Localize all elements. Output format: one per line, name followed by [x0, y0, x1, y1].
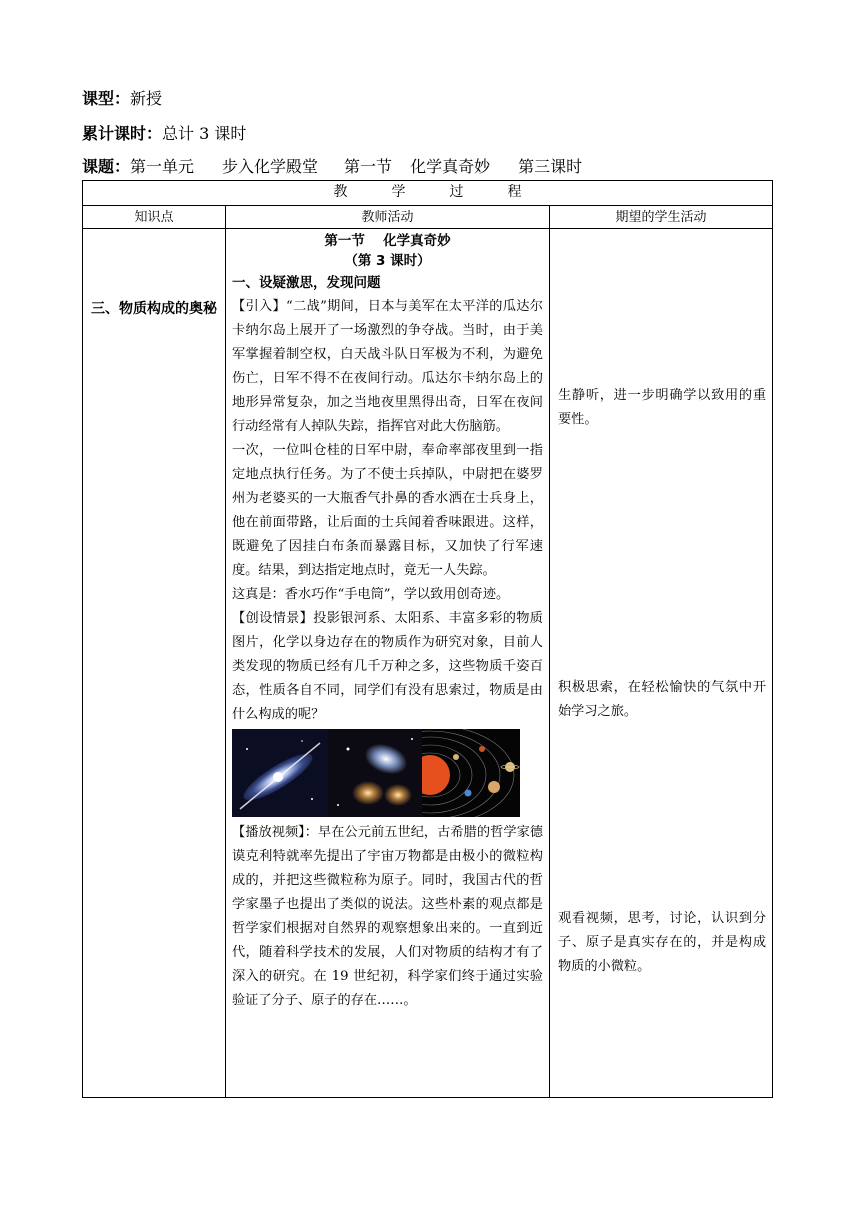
student-activity [550, 229, 773, 1098]
topic-section: 第一节 [344, 157, 393, 176]
lesson-topic-label: 课题： [82, 157, 131, 176]
video-paragraph: 【播放视频】：早在公元前五世纪，古希腊的哲学家德谟克利特就率先提出了宇宙万物都是由极小的微粒构成的，并把这些微粒称为原子。同时，我国古代的哲学家墨子也提出了类似的说法。这些朴素的观点都是哲学家们根据对自然界的观察想象出来的。一直到近代，随着科学技术的发展，人们对物质的结构才有了深入的研究。在 19 世纪初，科学家们终于通过实验验证了分子、原子的存在……。 [232, 825, 543, 1008]
table-title-char: 学 [391, 184, 406, 200]
teacher-activity [226, 229, 550, 1098]
scene-paragraph: 【创设情景】投影银河系、太阳系、丰富多彩的物质图片，化学以身边存在的物质作为研究对象，目前人类发现的物质已经有几千万种之多，这些物质千姿百态，性质各自不同，同学们有没有思索过，物质是由什么构成的呢？ [232, 611, 543, 722]
teaching-process-table [82, 180, 773, 1098]
story-paragraph: 一次，一位叫仓桂的日军中尉，奉命率部夜里到一指定地点执行任务。为了不使士兵掉队，中尉把在婆罗州为老婆买的一大瓶香气扑鼻的香水洒在士兵身上，他在前面带路，让后面的士兵闻着香味跟进。这样，既避免了因挂白布条而暴露目标，又加快了行军速度。结果，到达指定地点时，竟无一人失踪。 [232, 443, 543, 578]
table-title [83, 181, 773, 206]
table-title-char: 程 [507, 184, 522, 200]
lesson-hours-label: 累计课时： [82, 124, 163, 143]
moral-paragraph: 这真是：香水巧作“手电筒”，学以致用创奇迹。 [232, 587, 510, 602]
image-strip [232, 729, 543, 817]
lesson-hours-value: 总计 3 课时 [162, 124, 247, 143]
table-title-char: 过 [449, 184, 464, 200]
student-activity-1: 生静听，进一步明确学以致用的重要性。 [558, 388, 767, 427]
solar-system-image [422, 729, 520, 817]
lesson-hours [82, 121, 246, 144]
header-student: 期望的学生活动 [550, 206, 773, 229]
topic-lesson: 第三课时 [518, 157, 583, 176]
student-activity-2: 积极思索，在轻松愉快的气氛中开始学习之旅。 [558, 680, 767, 719]
intro-paragraph: 【引入】“二战”期间，日本与美军在太平洋的瓜达尔卡纳尔岛上展开了一场激烈的争夺战。当时，由于美军掌握着制空权，白天战斗队日军极为不利，为避免伤亡，日军不得不在夜间行动。瓜达尔卡纳尔岛上的地形异常复杂，加之当地夜里黑得出奇，日军在夜间行动经常有人掉队失踪，指挥官对此大伤脑筋。 [232, 299, 543, 434]
heading-question: 一、设疑激思，发现问题 [232, 275, 381, 291]
topic-unit: 第一单元 [130, 157, 195, 176]
lesson-type-label: 课型： [82, 89, 131, 108]
knowledge-point: 三、物质构成的奥秘 [83, 229, 226, 1098]
section-title: 第一节 化学真奇妙 [324, 233, 451, 249]
header-knowledge: 知识点 [83, 206, 226, 229]
topic-section-title: 化学真奇妙 [410, 157, 491, 176]
lesson-type [82, 86, 162, 109]
lesson-topic [82, 154, 582, 177]
lesson-number: （第 3 课时） [344, 253, 431, 269]
header-teacher: 教师活动 [226, 206, 550, 229]
topic-unit-title: 步入化学殿堂 [222, 157, 319, 176]
galaxy-image [232, 729, 328, 817]
student-activity-3: 观看视频，思考，讨论，认识到分子、原子是真实存在的，并是构成物质的小微粒。 [558, 911, 767, 974]
table-title-char: 教 [333, 184, 348, 200]
galaxies-image [328, 729, 422, 817]
lesson-type-value: 新授 [130, 89, 163, 108]
